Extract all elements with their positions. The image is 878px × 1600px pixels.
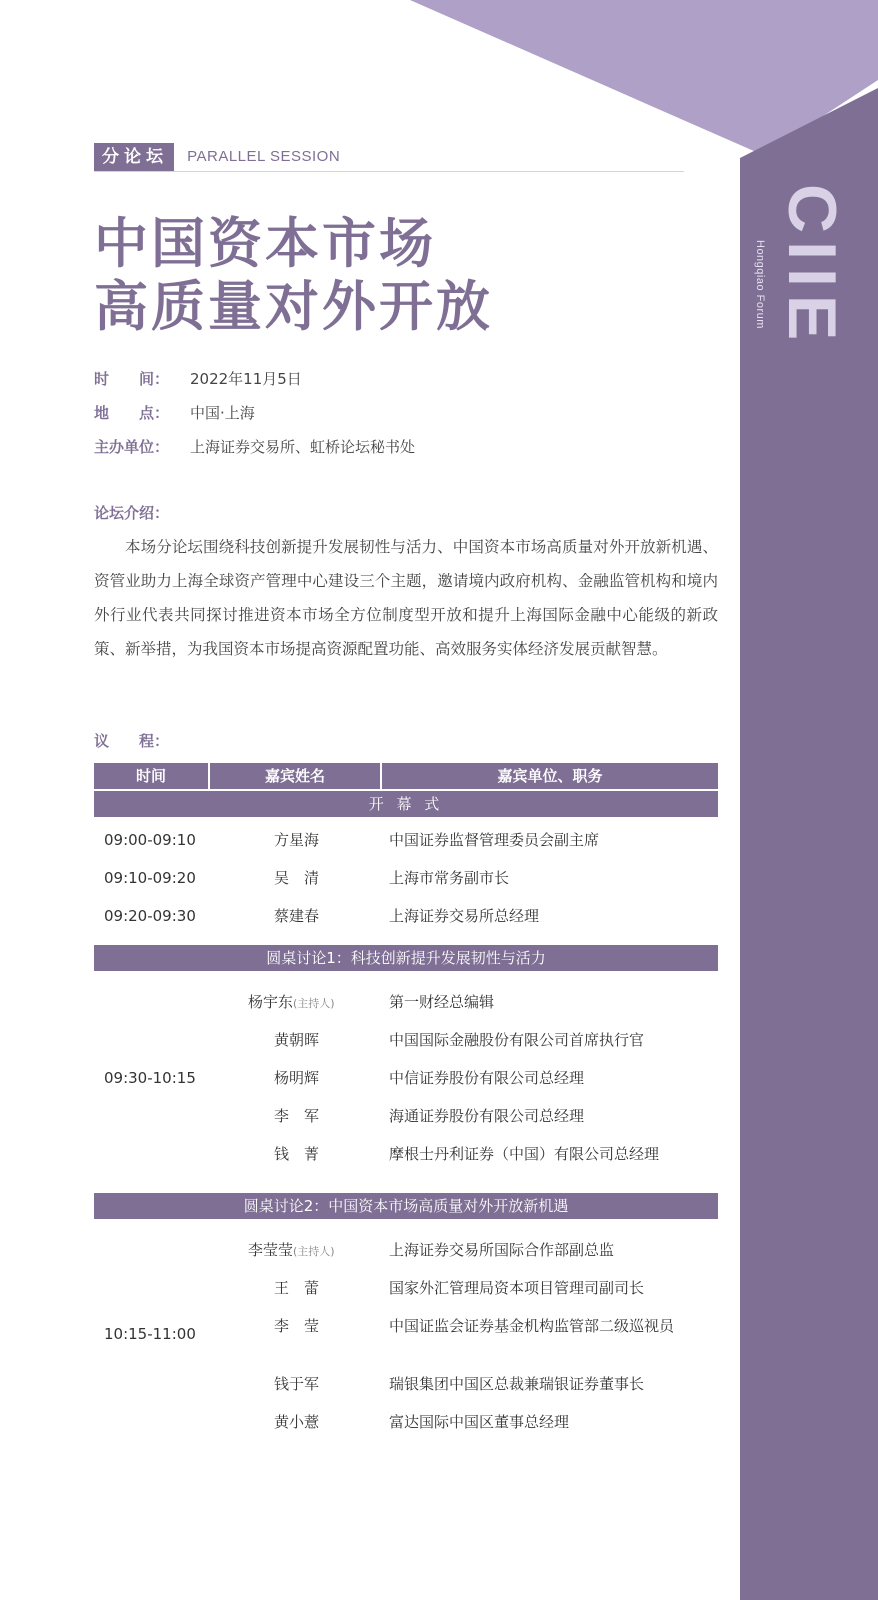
row-org: 中国证监会证券基金机构监管部二级巡视员 — [389, 1317, 675, 1335]
session-english: PARALLEL SESSION — [187, 148, 341, 165]
row-name — [248, 1240, 335, 1262]
guest-name: 李莹莹 — [248, 1241, 294, 1259]
section-roundtable-1: 圆桌讨论1：科技创新提升发展韧性与活力 — [94, 945, 718, 971]
info-value: 2022年11月5日 — [190, 370, 302, 388]
info-organizer — [94, 436, 415, 458]
session-tag: 分论坛 — [94, 143, 174, 171]
info-time — [94, 368, 302, 390]
header-org: 嘉宾单位、职务 — [382, 763, 718, 789]
info-label: 时 间： — [94, 370, 170, 388]
header-time: 时间 — [94, 763, 208, 789]
info-location — [94, 402, 255, 424]
row-name: 蔡建春 — [274, 907, 320, 925]
row-org: 富达国际中国区董事总经理 — [389, 1413, 570, 1431]
row-name: 黄小薏 — [274, 1413, 320, 1431]
row-org: 海通证券股份有限公司总经理 — [389, 1107, 585, 1125]
info-value: 中国·上海 — [190, 404, 255, 422]
row-org: 中国证券监督管理委员会副主席 — [389, 831, 600, 849]
row-name: 吴 清 — [274, 869, 320, 887]
row-org: 上海市常务副市长 — [389, 869, 510, 887]
row-name — [248, 992, 335, 1014]
ciie-logo: CIIE — [774, 184, 850, 349]
row-name: 杨明辉 — [274, 1069, 320, 1087]
row-time: 09:00-09:10 — [104, 831, 196, 849]
info-label: 主办单位： — [94, 438, 170, 456]
row-org: 瑞银集团中国区总裁兼瑞银证券董事长 — [389, 1375, 645, 1393]
row-name: 李 莹 — [274, 1317, 320, 1335]
row-time: 09:20-09:30 — [104, 907, 196, 925]
session-header — [94, 143, 684, 172]
section-time: 09:30-10:15 — [104, 1069, 196, 1087]
host-badge: (主持人) — [293, 997, 335, 1010]
brand-subtitle: Hongqiao Forum — [754, 240, 766, 329]
section-time: 10:15-11:00 — [104, 1325, 196, 1343]
guest-name: 杨宇东 — [248, 993, 294, 1011]
header-name: 嘉宾姓名 — [210, 763, 380, 789]
row-org: 第一财经总编辑 — [389, 993, 495, 1011]
row-name: 黄朝晖 — [274, 1031, 320, 1049]
intro-label: 论坛介绍： — [94, 504, 170, 522]
info-value: 上海证券交易所、虹桥论坛秘书处 — [190, 438, 416, 456]
row-name: 方星海 — [274, 831, 320, 849]
row-name: 钱于军 — [274, 1375, 320, 1393]
title-line-2: 高质量对外开放 — [94, 275, 493, 338]
row-org: 上海证券交易所总经理 — [389, 907, 540, 925]
row-org: 上海证券交易所国际合作部副总监 — [389, 1241, 615, 1259]
row-name: 王 蕾 — [274, 1279, 320, 1297]
row-org: 中国国际金融股份有限公司首席执行官 — [389, 1031, 645, 1049]
row-org: 中信证券股份有限公司总经理 — [389, 1069, 585, 1087]
row-org: 摩根士丹利证券（中国）有限公司总经理 — [389, 1145, 660, 1163]
intro-text: 本场分论坛围绕科技创新提升发展韧性与活力、中国资本市场高质量对外开放新机遇、资管业助力上海全球资产管理中心建设三个主题，邀请境内政府机构、金融监管机构和境内外行业代表共同探讨推进资本市场全方位制度型开放和提升上海国际金融中心能级的新政策、新举措，为我国资本市场提高资源配置功能、高效服务实体经济发展贡献智慧。 — [94, 538, 718, 658]
section-roundtable-2: 圆桌讨论2：中国资本市场高质量对外开放新机遇 — [94, 1193, 718, 1219]
row-org: 国家外汇管理局资本项目管理司副司长 — [389, 1279, 645, 1297]
row-name: 李 军 — [274, 1107, 320, 1125]
page-title — [94, 212, 493, 338]
section-opening: 开 幕 式 — [94, 791, 718, 817]
agenda-label: 议 程： — [94, 732, 170, 750]
title-line-1: 中国资本市场 — [94, 212, 436, 275]
row-time: 09:10-09:20 — [104, 869, 196, 887]
row-name: 钱 菁 — [274, 1145, 320, 1163]
host-badge: (主持人) — [293, 1245, 335, 1258]
info-label: 地 点： — [94, 404, 170, 422]
